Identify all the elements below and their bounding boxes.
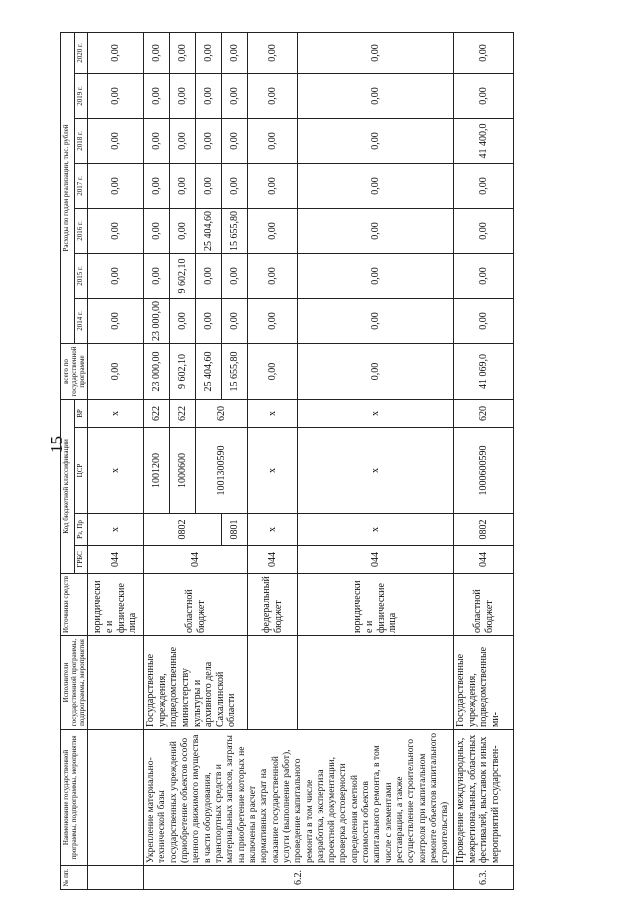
cell-name: Укрепление материально-технической базы государственных учреждений (приобретение объектов особо ценного движимого имущества в части оборудования, транспортных средств и материальных запасов, затраты на приобретение которых не включены в расчет нормативных затрат на оказание государственной услуги (выполнение работ), проведение капитального ремонта в том числе разработка, экспертиза проектной документации, проверка достоверности определения сметной стоимости объектов капитального ремонта, в том числе с элементами реставрации, а также осуществление строительного контроля при капитальном ремонте объектов капитального строительства) [144,730,454,866]
cell-year: 0,00 [248,118,298,163]
cell-year: 0,00 [144,73,170,118]
cell-year: 0,00 [170,163,196,208]
header-rzpr: Рз, Пр [74,514,88,546]
cell-rzpr: 0801 [222,514,248,546]
cell-vr: 620 [196,399,248,427]
cell-source: юридические и физические лица [298,574,454,636]
cell-year: 0,00 [196,253,222,298]
cell-year: 0,00 [248,163,298,208]
cell-grbs: 044 [248,546,298,574]
header-year: 2020 г. [74,32,88,73]
cell-year: 0,00 [196,73,222,118]
rotated-page [60,30,620,890]
cell-year: 0,00 [170,208,196,253]
header-year: 2015 г. [74,253,88,298]
cell-executor: Государственные учреждения, подведомственные министерству культуры и архивного дела Сахалинской области [144,636,248,730]
cell-year: 0,00 [298,118,454,163]
header-year: 2018 г. [74,118,88,163]
cell-year: 0,00 [222,253,248,298]
cell-rzpr: x [298,514,454,546]
cell-year: 0,00 [298,298,454,343]
cell-csr: x [248,428,298,514]
cell-executor: Государственные учреждения, подведомственные ми- [454,636,514,730]
header-year: 2019 г. [74,73,88,118]
page-number: 15 [47,436,66,453]
cell-executor [298,636,454,730]
cell-vr: x [248,399,298,427]
cell-year: 41 400,0 [454,118,514,163]
cell-total: 9 602,10 [170,343,196,399]
cell-year: 9 602,10 [170,253,196,298]
cell-year: 0,00 [170,32,196,73]
cell-year: 0,00 [298,163,454,208]
cell-year: 0,00 [454,208,514,253]
cell-total: 41 069,0 [454,343,514,399]
cell-executor [248,636,298,730]
header-name: Наименование государственной программы, подпрограммы, мероприятия [61,730,88,866]
header-csr: ЦСР [74,428,88,514]
cell-year: 0,00 [298,32,454,73]
header-year: 2016 г. [74,208,88,253]
cell-total: 0,00 [298,343,454,399]
cell-year: 0,00 [248,32,298,73]
cell-vr: 620 [454,399,514,427]
cell-total: 23 000,00 [144,343,170,399]
cell-year: 0,00 [88,32,144,73]
cell-year: 0,00 [196,298,222,343]
cell-year: 0,00 [454,32,514,73]
cell-year: 15 655,80 [222,208,248,253]
cell-csr: 1001200 [144,428,170,514]
header-num: № пп. [61,866,88,890]
cell-year: 0,00 [222,32,248,73]
cell-year: 0,00 [88,73,144,118]
table-row [144,32,170,889]
cell-name [88,730,144,866]
cell-year: 0,00 [222,118,248,163]
cell-rzpr: 0802 [144,514,222,546]
header-vr: ВР [74,399,88,427]
cell-year: 0,00 [88,253,144,298]
cell-year: 0,00 [196,32,222,73]
cell-csr: x [88,428,144,514]
cell-year: 0,00 [144,32,170,73]
header-grbs: ГРБС [74,546,88,574]
cell-year: 0,00 [170,118,196,163]
cell-year: 0,00 [298,253,454,298]
cell-year: 0,00 [248,253,298,298]
cell-year: 0,00 [454,163,514,208]
cell-name: Проведение международных, межрегиональных, областных фестивалей, выставок и иных мероприятий государствен- [454,730,514,866]
cell-grbs: 044 [454,546,514,574]
cell-year: 0,00 [454,73,514,118]
cell-year: 0,00 [144,208,170,253]
cell-vr: x [88,399,144,427]
cell-year: 0,00 [88,118,144,163]
cell-grbs: 044 [298,546,454,574]
cell-source: областной бюджет [144,574,248,636]
cell-total: 0,00 [248,343,298,399]
cell-source: областной бюджет [454,574,514,636]
cell-num: 6.3. [454,866,514,890]
cell-year: 0,00 [88,298,144,343]
cell-rzpr: x [88,514,144,546]
header-year: 2014 г. [74,298,88,343]
cell-year: 0,00 [222,298,248,343]
cell-year: 23 000,00 [144,298,170,343]
cell-year: 0,00 [454,253,514,298]
cell-year: 0,00 [196,118,222,163]
cell-total: 25 404,60 [196,343,222,399]
cell-year: 0,00 [248,298,298,343]
cell-year: 0,00 [248,73,298,118]
cell-year: 0,00 [144,118,170,163]
cell-vr: x [298,399,454,427]
header-year: 2017 г. [74,163,88,208]
table-row [454,32,514,889]
cell-vr: 622 [144,399,170,427]
cell-year: 0,00 [248,208,298,253]
cell-year: 0,00 [298,208,454,253]
cell-year: 0,00 [88,208,144,253]
cell-executor [88,636,144,730]
cell-csr: 1000600590 [454,428,514,514]
cell-num: 6.2. [144,866,454,890]
cell-grbs: 044 [144,546,248,574]
cell-csr: x [298,428,454,514]
cell-year: 0,00 [170,73,196,118]
cell-year: 0,00 [298,73,454,118]
header-executor: Исполнители государственной программы, подпрограммы, мероприятия [61,636,88,730]
cell-csr: 1000600 [170,428,196,514]
cell-year: 0,00 [222,73,248,118]
cell-vr: 622 [170,399,196,427]
cell-year: 0,00 [454,298,514,343]
cell-year: 25 404,60 [196,208,222,253]
cell-csr: 1001300590 [196,428,248,514]
cell-rzpr: x [248,514,298,546]
header-kbk: Код бюджетной классификации [61,399,75,573]
cell-grbs: 044 [88,546,144,574]
cell-year: 0,00 [144,253,170,298]
cell-year: 0,00 [88,163,144,208]
cell-rzpr: 0802 [454,514,514,546]
header-expenses: Расходы по годам реализации, тыс. рублей [61,32,75,343]
header-row-1 [61,32,75,889]
header-total: всего по государственной программе [61,343,88,399]
program-table [60,32,514,890]
cell-year: 0,00 [170,298,196,343]
cell-num [88,866,144,890]
cell-source: юридические и физические лица [88,574,144,636]
cell-total: 15 655,80 [222,343,248,399]
cell-total: 0,00 [88,343,144,399]
cell-source: федеральный бюджет [248,574,298,636]
cell-year: 0,00 [222,163,248,208]
cell-year: 0,00 [144,163,170,208]
cell-year: 0,00 [196,163,222,208]
header-source: Источники средств [61,574,88,636]
table-row [88,32,144,889]
